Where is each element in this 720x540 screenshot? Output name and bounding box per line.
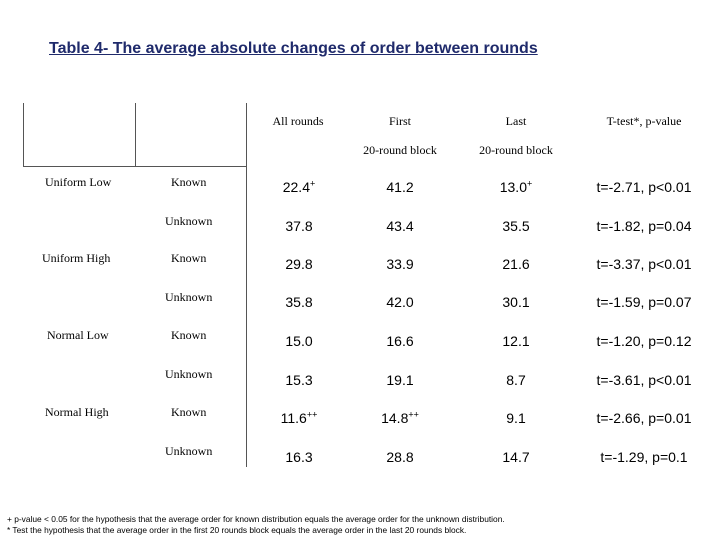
cell-last-block-value: 9.1: [506, 410, 526, 426]
row-type-label: Unknown: [165, 214, 213, 228]
cell-first-block-value: 16.6: [386, 333, 414, 349]
cell-ttest-value: t=-3.37, p<0.01: [596, 256, 692, 272]
cell-all-rounds: [249, 179, 349, 195]
group-label: Uniform Low: [45, 175, 112, 189]
cell-last-block: [466, 179, 566, 195]
row-type-label: Known: [171, 328, 207, 342]
cell-last-block-value: 35.5: [502, 218, 530, 234]
row-type-label: Unknown: [165, 367, 213, 381]
cell-ttest: [594, 449, 694, 465]
cell-all-rounds-value: 15.3: [285, 372, 313, 388]
cell-last-block-value: 8.7: [506, 372, 526, 388]
cell-ttest-value: t=-2.71, p<0.01: [596, 179, 692, 195]
cell-first-block: [350, 449, 450, 465]
header-bottom-border: [23, 166, 247, 167]
cell-ttest-value: t=-1.29, p=0.1: [600, 449, 688, 465]
cell-first-block-value: 43.4: [386, 218, 414, 234]
footnote: * Test the hypothesis that the average order in the first 20 rounds block equals the average order in the last 20 rounds block.: [7, 525, 467, 535]
row-type-label: Known: [171, 251, 207, 265]
row-type-label: Unknown: [165, 444, 213, 458]
cell-first-block: [350, 372, 450, 388]
cell-all-rounds: [249, 256, 349, 272]
significance-marker: +: [526, 178, 533, 189]
group-label: Uniform High: [42, 251, 111, 265]
cell-last-block-value: 12.1: [502, 333, 530, 349]
cell-all-rounds-value: 22.4: [282, 179, 310, 195]
cell-last-block: [466, 372, 566, 388]
cell-all-rounds: [249, 218, 349, 234]
header-first: First: [388, 114, 411, 128]
cell-all-rounds-value: 35.8: [285, 294, 313, 310]
significance-marker: ++: [408, 409, 419, 420]
cell-first-block: [350, 333, 450, 349]
cell-ttest-value: t=-1.59, p=0.07: [596, 294, 692, 310]
cell-first-block: [350, 218, 450, 234]
cell-all-rounds-value: 37.8: [285, 218, 313, 234]
cell-all-rounds-value: 16.3: [285, 449, 313, 465]
column-divider: [135, 103, 136, 167]
cell-first-block: [350, 294, 450, 310]
group-label: Normal Low: [47, 328, 109, 342]
cell-ttest-value: t=-3.61, p<0.01: [596, 372, 692, 388]
cell-last-block: [466, 294, 566, 310]
cell-ttest-value: t=-2.66, p=0.01: [596, 410, 692, 426]
cell-first-block-value: 28.8: [386, 449, 414, 465]
cell-ttest-value: t=-1.82, p=0.04: [596, 218, 692, 234]
cell-first-block: [350, 410, 450, 426]
table-left-border: [23, 103, 24, 167]
cell-all-rounds: [249, 449, 349, 465]
cell-first-block: [350, 256, 450, 272]
row-type-label: Known: [171, 405, 207, 419]
cell-all-rounds: [249, 294, 349, 310]
cell-all-rounds-value: 15.0: [285, 333, 313, 349]
header-last-block: 20-round block: [479, 143, 553, 157]
footnote: + p-value < 0.05 for the hypothesis that the average order for known distribution equals the average order for the unknown distribution.: [7, 514, 505, 524]
cell-first-block-value: 19.1: [386, 372, 414, 388]
header-last: Last: [505, 114, 527, 128]
cell-last-block: [466, 333, 566, 349]
cell-last-block-value: 30.1: [502, 294, 530, 310]
cell-all-rounds: [249, 372, 349, 388]
cell-ttest-value: t=-1.20, p=0.12: [596, 333, 692, 349]
cell-ttest: [594, 410, 694, 426]
cell-first-block-value: 33.9: [386, 256, 414, 272]
cell-all-rounds: [249, 333, 349, 349]
cell-last-block-value: 14.7: [502, 449, 530, 465]
row-type-label: Unknown: [165, 290, 213, 304]
cell-ttest: [594, 294, 694, 310]
cell-all-rounds-value: 29.8: [285, 256, 313, 272]
cell-ttest: [594, 256, 694, 272]
cell-ttest: [594, 218, 694, 234]
significance-marker: +: [309, 178, 316, 189]
cell-ttest: [594, 372, 694, 388]
header-all-rounds: All rounds: [272, 114, 324, 128]
header-ttest: T-test*, p-value: [606, 114, 682, 128]
cell-all-rounds-value: 11.6: [280, 410, 307, 426]
cell-last-block-value: 13.0: [499, 179, 527, 195]
cell-first-block-value: 41.2: [386, 179, 414, 195]
cell-last-block: [466, 218, 566, 234]
cell-last-block: [466, 256, 566, 272]
cell-first-block: [350, 179, 450, 195]
cell-first-block-value: 42.0: [386, 294, 414, 310]
cell-last-block-value: 21.6: [502, 256, 530, 272]
cell-last-block: [466, 410, 566, 426]
cell-ttest: [594, 333, 694, 349]
cell-all-rounds: [249, 410, 349, 426]
cell-ttest: [594, 179, 694, 195]
cell-first-block-value: 14.8: [381, 410, 409, 426]
significance-marker: ++: [306, 409, 318, 420]
cell-last-block: [466, 449, 566, 465]
table-title: Table 4- The average absolute changes of order between rounds: [49, 40, 538, 57]
header-first-block: 20-round block: [363, 143, 437, 157]
column-divider: [246, 103, 247, 467]
row-type-label: Known: [171, 175, 207, 189]
group-label: Normal High: [45, 405, 109, 419]
